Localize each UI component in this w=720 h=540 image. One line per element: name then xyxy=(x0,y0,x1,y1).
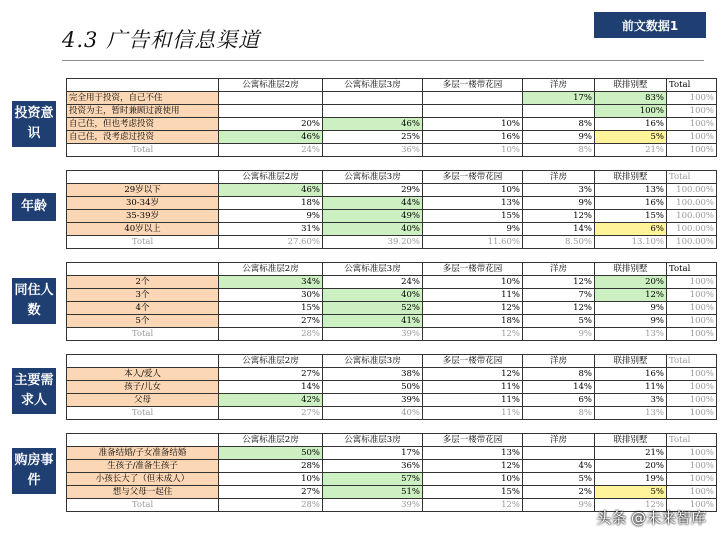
column-header: 公寓标准层3房 xyxy=(323,263,423,276)
table-cell: 15% xyxy=(595,210,667,223)
table-cell xyxy=(423,92,523,105)
table-cell: 100.00% xyxy=(667,223,717,236)
table-cell: 9% xyxy=(523,197,595,210)
table-cell: 46% xyxy=(219,184,323,197)
total-cell: 11% xyxy=(423,407,523,420)
table-cell: 30% xyxy=(219,289,323,302)
column-header: 公寓标准层2房 xyxy=(219,171,323,184)
table-cell xyxy=(423,105,523,118)
column-header: 公寓标准层2房 xyxy=(219,355,323,368)
row-label: 4个 xyxy=(67,302,219,315)
total-cell: 8% xyxy=(523,407,595,420)
table-cell: 8% xyxy=(523,118,595,131)
table-invest xyxy=(66,78,717,157)
total-cell: 100% xyxy=(667,499,717,512)
header-corner xyxy=(67,79,219,92)
table-cell: 50% xyxy=(323,381,423,394)
table-cell: 3% xyxy=(595,394,667,407)
total-cell: 28% xyxy=(219,499,323,512)
table-people xyxy=(66,262,717,341)
total-cell: 39% xyxy=(323,499,423,512)
column-header: 洋房 xyxy=(523,79,595,92)
row-label: 35-39岁 xyxy=(67,210,219,223)
table-cell: 9% xyxy=(219,210,323,223)
table-cell: 100% xyxy=(667,447,717,460)
table-cell: 14% xyxy=(523,381,595,394)
column-header: 多层一楼带花园 xyxy=(423,171,523,184)
table-cell: 57% xyxy=(323,473,423,486)
label-event: 购房事件 xyxy=(12,448,56,494)
table-cell: 34% xyxy=(219,276,323,289)
table-cell: 100% xyxy=(667,460,717,473)
table-cell: 5% xyxy=(523,315,595,328)
total-cell: 36% xyxy=(323,144,423,157)
table-cell: 11% xyxy=(423,394,523,407)
column-header: 联排别墅 xyxy=(595,355,667,368)
table-cell: 19% xyxy=(595,473,667,486)
table-cell: 13% xyxy=(595,184,667,197)
label-demand: 主要需求人 xyxy=(12,368,56,414)
table-cell: 15% xyxy=(423,486,523,499)
label-age: 年龄 xyxy=(12,193,56,221)
table-cell: 11% xyxy=(595,381,667,394)
total-cell: 12% xyxy=(423,499,523,512)
table-cell: 4% xyxy=(523,460,595,473)
table-cell: 16% xyxy=(595,197,667,210)
table-cell: 100% xyxy=(667,302,717,315)
table-cell: 46% xyxy=(219,131,323,144)
table-cell: 5% xyxy=(595,486,667,499)
table-cell xyxy=(219,92,323,105)
table-cell: 11% xyxy=(423,381,523,394)
total-cell: 40% xyxy=(323,407,423,420)
column-header: 洋房 xyxy=(523,434,595,447)
table-cell: 9% xyxy=(595,302,667,315)
table-cell: 12% xyxy=(423,460,523,473)
table-cell: 52% xyxy=(323,302,423,315)
header-corner xyxy=(67,171,219,184)
column-header: Total xyxy=(667,79,717,92)
table-cell: 12% xyxy=(523,276,595,289)
table-cell: 10% xyxy=(423,276,523,289)
table-cell: 28% xyxy=(219,460,323,473)
column-header: 联排别墅 xyxy=(595,263,667,276)
column-header: 洋房 xyxy=(523,171,595,184)
table-cell: 49% xyxy=(323,210,423,223)
table-cell: 100% xyxy=(667,486,717,499)
table-cell xyxy=(523,447,595,460)
total-cell: 27.60% xyxy=(219,236,323,249)
column-header: Total xyxy=(667,263,717,276)
table-cell: 12% xyxy=(423,368,523,381)
table-cell: 29% xyxy=(323,184,423,197)
header-corner xyxy=(67,434,219,447)
watermark: 头条 @未来智库 xyxy=(596,509,706,527)
label-invest: 投资意识 xyxy=(12,101,56,147)
row-label: 生孩子/准备生孩子 xyxy=(67,460,219,473)
table-cell: 41% xyxy=(323,315,423,328)
column-header: Total xyxy=(667,171,717,184)
total-cell: 100% xyxy=(667,407,717,420)
total-row-label: Total xyxy=(67,236,219,249)
row-label: 小孩长大了（但未成人） xyxy=(67,473,219,486)
total-cell: 13% xyxy=(595,328,667,341)
total-cell: 21% xyxy=(595,144,667,157)
table-cell: 5% xyxy=(523,473,595,486)
total-cell: 100% xyxy=(667,328,717,341)
label-people: 同住人数 xyxy=(12,278,56,324)
table-cell: 39% xyxy=(323,394,423,407)
table-cell: 15% xyxy=(219,302,323,315)
table-cell: 9% xyxy=(595,315,667,328)
row-label: 自己住，没考虑过投资 xyxy=(67,131,219,144)
section-tag: 前文数据1 xyxy=(594,12,706,38)
column-header: 公寓标准层3房 xyxy=(323,355,423,368)
table-cell: 9% xyxy=(523,131,595,144)
table-cell: 46% xyxy=(323,118,423,131)
table-cell: 12% xyxy=(423,302,523,315)
total-cell: 100.00% xyxy=(667,236,717,249)
column-header: 多层一楼带花园 xyxy=(423,434,523,447)
title-divider xyxy=(62,60,704,61)
table-cell: 50% xyxy=(219,447,323,460)
total-row-label: Total xyxy=(67,407,219,420)
total-row-label: Total xyxy=(67,144,219,157)
table-cell: 100% xyxy=(667,105,717,118)
row-label: 孩子/儿女 xyxy=(67,381,219,394)
total-cell: 27% xyxy=(219,407,323,420)
total-cell: 11.60% xyxy=(423,236,523,249)
table-cell: 83% xyxy=(595,92,667,105)
table-cell: 14% xyxy=(219,381,323,394)
table-cell: 24% xyxy=(323,276,423,289)
total-row-label: Total xyxy=(67,499,219,512)
table-cell: 13% xyxy=(423,197,523,210)
table-cell: 27% xyxy=(219,315,323,328)
total-cell: 9% xyxy=(523,499,595,512)
column-header: 公寓标准层3房 xyxy=(323,434,423,447)
column-header: 洋房 xyxy=(523,263,595,276)
table-cell: 14% xyxy=(523,223,595,236)
header-corner xyxy=(67,355,219,368)
row-label: 3个 xyxy=(67,289,219,302)
table-cell: 16% xyxy=(595,118,667,131)
column-header: 公寓标准层2房 xyxy=(219,434,323,447)
table-cell: 20% xyxy=(595,276,667,289)
table-cell: 100% xyxy=(667,394,717,407)
row-label: 自己住，但也考虑投资 xyxy=(67,118,219,131)
row-label: 想与父母一起住 xyxy=(67,486,219,499)
column-header: 公寓标准层3房 xyxy=(323,171,423,184)
table-cell: 100% xyxy=(667,381,717,394)
table-cell: 3% xyxy=(523,184,595,197)
total-cell: 39.20% xyxy=(323,236,423,249)
total-cell: 10% xyxy=(423,144,523,157)
table-cell: 100% xyxy=(667,289,717,302)
table-cell: 51% xyxy=(323,486,423,499)
row-label: 父母 xyxy=(67,394,219,407)
table-cell xyxy=(523,105,595,118)
table-cell: 44% xyxy=(323,197,423,210)
total-cell: 24% xyxy=(219,144,323,157)
table-event xyxy=(66,433,717,512)
row-label: 准备结婚/子女准备结婚 xyxy=(67,447,219,460)
total-cell: 39% xyxy=(323,328,423,341)
row-label: 投资为主，暂时兼顾过渡使用 xyxy=(67,105,219,118)
table-cell: 10% xyxy=(423,184,523,197)
table-age xyxy=(66,170,717,249)
column-header: 联排别墅 xyxy=(595,79,667,92)
table-cell: 10% xyxy=(423,118,523,131)
table-cell: 13% xyxy=(423,447,523,460)
table-cell: 12% xyxy=(523,302,595,315)
column-header: 多层一楼带花园 xyxy=(423,79,523,92)
table-cell: 100% xyxy=(667,276,717,289)
table-cell: 5% xyxy=(595,131,667,144)
row-label: 29岁以下 xyxy=(67,184,219,197)
table-cell: 40% xyxy=(323,289,423,302)
table-cell: 6% xyxy=(595,223,667,236)
table-cell: 31% xyxy=(219,223,323,236)
column-header: 公寓标准层2房 xyxy=(219,79,323,92)
table-cell: 16% xyxy=(595,368,667,381)
table-cell: 100% xyxy=(667,131,717,144)
table-cell: 7% xyxy=(523,289,595,302)
table-cell: 27% xyxy=(219,486,323,499)
column-header: 公寓标准层3房 xyxy=(323,79,423,92)
table-cell: 17% xyxy=(523,92,595,105)
total-cell: 100% xyxy=(667,144,717,157)
table-cell: 12% xyxy=(523,210,595,223)
table-cell: 25% xyxy=(323,131,423,144)
table-cell: 15% xyxy=(423,210,523,223)
table-demand xyxy=(66,354,717,420)
table-cell: 8% xyxy=(523,368,595,381)
table-cell: 6% xyxy=(523,394,595,407)
table-cell: 11% xyxy=(423,289,523,302)
column-header: 多层一楼带花园 xyxy=(423,355,523,368)
table-cell: 18% xyxy=(219,197,323,210)
table-cell: 100% xyxy=(667,118,717,131)
table-cell: 20% xyxy=(219,118,323,131)
table-cell: 10% xyxy=(423,473,523,486)
table-cell: 2% xyxy=(523,486,595,499)
total-row-label: Total xyxy=(67,328,219,341)
header-corner xyxy=(67,263,219,276)
table-cell: 100% xyxy=(595,105,667,118)
table-cell: 38% xyxy=(323,368,423,381)
table-cell: 12% xyxy=(595,289,667,302)
table-cell: 36% xyxy=(323,460,423,473)
table-cell: 100% xyxy=(667,473,717,486)
column-header: Total xyxy=(667,434,717,447)
table-cell: 100% xyxy=(667,315,717,328)
table-cell: 100.00% xyxy=(667,184,717,197)
table-cell: 42% xyxy=(219,394,323,407)
column-header: 公寓标准层2房 xyxy=(219,263,323,276)
total-cell: 8.50% xyxy=(523,236,595,249)
table-cell: 100% xyxy=(667,92,717,105)
table-cell: 10% xyxy=(219,473,323,486)
table-cell: 16% xyxy=(423,131,523,144)
total-cell: 8% xyxy=(523,144,595,157)
row-label: 完全用于投资，自己不住 xyxy=(67,92,219,105)
table-cell: 100.00% xyxy=(667,197,717,210)
page-title: 4.3 广告和信息渠道 xyxy=(62,28,261,52)
row-label: 30-34岁 xyxy=(67,197,219,210)
table-cell: 40% xyxy=(323,223,423,236)
table-cell: 100.00% xyxy=(667,210,717,223)
table-cell: 17% xyxy=(323,447,423,460)
total-cell: 13.10% xyxy=(595,236,667,249)
total-cell: 28% xyxy=(219,328,323,341)
table-cell: 20% xyxy=(595,460,667,473)
row-label: 本人/爱人 xyxy=(67,368,219,381)
row-label: 40岁以上 xyxy=(67,223,219,236)
table-cell xyxy=(323,92,423,105)
table-cell: 27% xyxy=(219,368,323,381)
table-cell: 100% xyxy=(667,368,717,381)
total-cell: 12% xyxy=(423,328,523,341)
table-cell xyxy=(323,105,423,118)
column-header: 多层一楼带花园 xyxy=(423,263,523,276)
column-header: 联排别墅 xyxy=(595,171,667,184)
total-cell: 12% xyxy=(595,499,667,512)
table-cell xyxy=(219,105,323,118)
table-cell: 9% xyxy=(423,223,523,236)
row-label: 2个 xyxy=(67,276,219,289)
column-header: 洋房 xyxy=(523,355,595,368)
column-header: 联排别墅 xyxy=(595,434,667,447)
table-cell: 18% xyxy=(423,315,523,328)
row-label: 5个 xyxy=(67,315,219,328)
total-cell: 13% xyxy=(595,407,667,420)
table-cell: 21% xyxy=(595,447,667,460)
column-header: Total xyxy=(667,355,717,368)
total-cell: 9% xyxy=(523,328,595,341)
